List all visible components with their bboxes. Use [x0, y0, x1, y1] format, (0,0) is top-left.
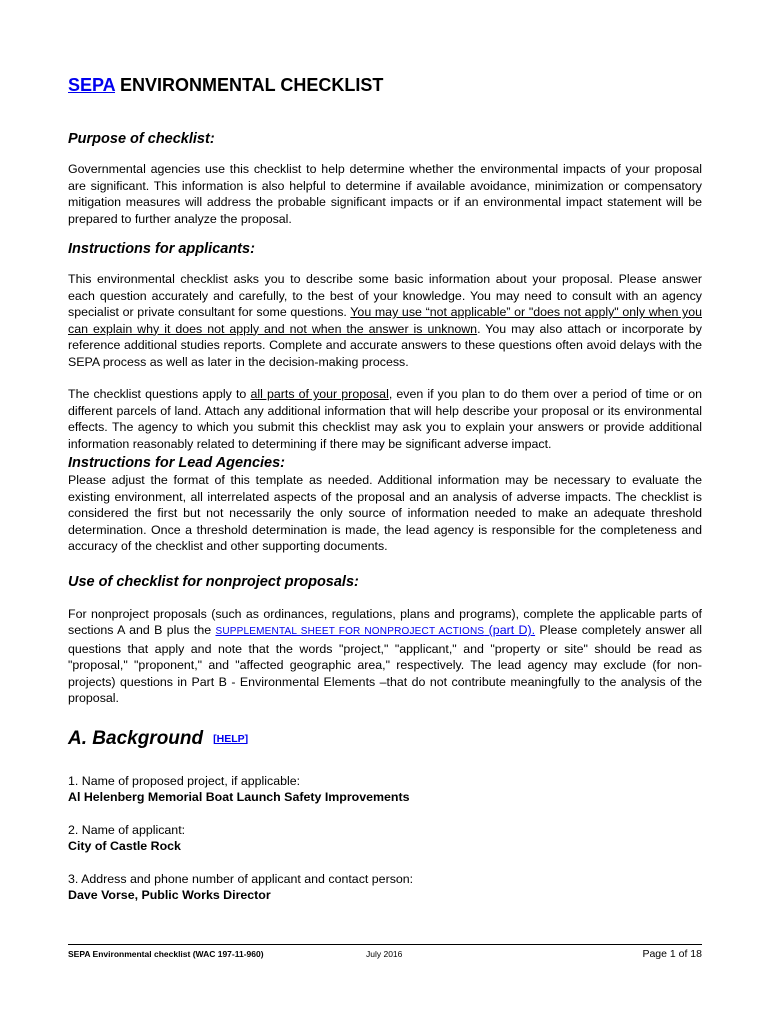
answer-value: Al Helenberg Memorial Boat Launch Safety Improvements	[68, 790, 410, 804]
page-content	[68, 72, 702, 904]
nonproject-text-2: Please completely answer all questions that apply and note that the words "project," "applicant," and "property or site" should be read as "proposal," "proponent," and "affected geographic area," respectively. The lead agency may exclude (for non-projects) questions in Part B - Environmental Elements –that do not contribute meaningfully to the analysis of the proposal.	[68, 623, 702, 705]
nonproject-heading: Use of checklist for nonproject proposals:	[68, 573, 359, 590]
title-text: ENVIRONMENTAL CHECKLIST	[115, 75, 384, 95]
lead-agencies-heading: Instructions for Lead Agencies:	[68, 455, 285, 471]
background-title: A. Background	[68, 727, 204, 749]
question-2	[68, 822, 702, 855]
instructions-heading: Instructions for applicants:	[68, 241, 255, 257]
lead-agencies-text: Please adjust the format of this template as needed. Additional information may be necessary to evaluate the existing environment, all interrelated aspects of the proposal and an analysis of adverse impacts. The checklist is considered the first but not necessarily the only source of information needed to make an adequate threshold determination. Once a threshold determination is made, the lead agency is responsible for the completeness and accuracy of the checklist and other supporting documents.	[68, 473, 702, 553]
instructions-p2-text-2: , even if you plan to do them over a period of time or on different parcels of land. Attach any additional information that will help describe your proposal or its environmental effects. The agency to which you submit this checklist may ask you to explain your answers or provide additional information reasonably related to determining if there may be significant adverse impact.	[68, 387, 702, 451]
instructions-p2-underlined: all parts of your proposal	[250, 387, 389, 401]
purpose-text: Governmental agencies use this checklist to help determine whether the environmental impacts of your proposal are significant. This information is also helpful to determine if available avoidance, minimization or compensatory mitigation measures will address the probable significant impacts or if an environmental impact statement will be prepared to further analyze the proposal.	[68, 162, 702, 226]
question-label: 1. Name of proposed project, if applicable:	[68, 773, 301, 788]
instructions-paragraph-1	[68, 271, 702, 370]
question-label: 2. Name of applicant:	[68, 822, 186, 837]
purpose-heading: Purpose of checklist:	[68, 131, 215, 147]
instructions-p1-text: This environmental checklist asks you to describe some basic information about your proposal. Please answer each question accurately and carefully, to the best of your knowledge. You may need to consult with an agency specialist or private consultant for some questions.	[68, 272, 702, 319]
footer-document-title: SEPA Environmental checklist (WAC 197-11-960)	[68, 949, 264, 959]
answer-value: City of Castle Rock	[68, 839, 181, 853]
instructions-p1-text-2: . You may also attach or incorporate by reference additional studies reports. Complete and accurate answers to these questions often avoid delays with the SEPA process as well as later in the decision-making process.	[68, 321, 702, 369]
nonproject-text	[68, 606, 702, 707]
footer-divider	[68, 944, 702, 945]
part-d-link[interactable]: (part D).	[484, 623, 536, 637]
footer-page-number: Page 1 of 18	[642, 948, 702, 960]
question-1	[68, 773, 702, 806]
question-label: 3. Address and phone number of applicant and contact person:	[68, 871, 414, 886]
nonproject-text-1: For nonproject proposals (such as ordinances, regulations, plans and programs), complete the applicable parts of sections A and B plus the	[68, 606, 702, 637]
instructions-p2-text: The checklist questions apply to	[68, 387, 251, 401]
background-heading	[68, 727, 702, 751]
footer-date: July 2016	[366, 949, 403, 959]
page-title	[68, 72, 702, 98]
supplemental-sheet-link[interactable]: SUPPLEMENTAL SHEET FOR NONPROJECT ACTIONS	[215, 626, 485, 637]
help-link[interactable]: [HELP]	[213, 732, 249, 745]
sepa-link[interactable]: SEPA	[68, 75, 116, 95]
instructions-p1-underlined: You may use “not applicable” or "does not apply" only when you can explain why it does not apply and not when the answer is unknown	[68, 305, 702, 336]
question-3	[68, 871, 702, 904]
instructions-paragraph-2	[68, 386, 702, 452]
answer-value: Dave Vorse, Public Works Director	[68, 888, 271, 902]
